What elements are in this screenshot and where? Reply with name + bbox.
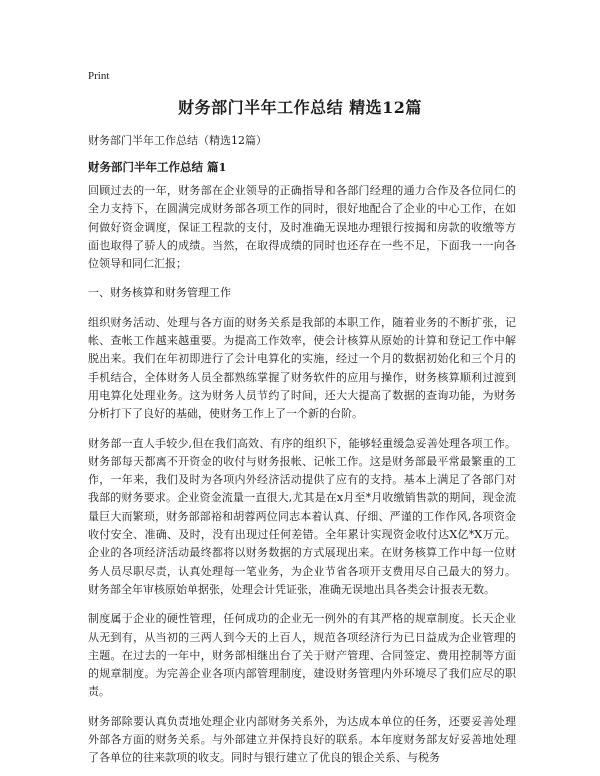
subsection-heading: 一、财务核算和财务管理工作	[88, 286, 231, 300]
print-link[interactable]: Print	[88, 70, 110, 82]
paragraph-cash-flow: 财务部一直人手较少,但在我们高效、有序的组织下，能够轻重缓急妥善处理各项工作。财务部每天都离不开资金的收付与财务报帐、记帐工作。这是财务部最平常最繁重的工作，一年来，我们及时为各项内外经济活动提供了应有的支持。基本上满足了各部门对我部的财务要求。企业资金流量一直很大,尤其是在x月至*月收缴销售款的期间，现金流量巨大而繁琐，财务部部裕和胡蓉两位同志本着认真、仔细、严谨的工作作风,各项资金收付安全、准确、及时，没有出现过任何差错。全年累计实现资金收付达X亿*X万元。企业的各项经济活动最终都将以财务数据的方式展现出来。在财务核算工作中每一位财务人员尽职尽责，认真处理每一笔业务，为企业节省各项开支费用尽自己最大的努力。财务部全年审核原始单据张，处理会计凭证张，准确无误地出具各类会计报表无数。	[88, 436, 516, 596]
paragraph-intro: 回顾过去的一年，财务部在企业领导的正确指导和各部门经理的通力合作及各位同仁的全力支持下，在圆满完成财务部各项工作的同时，很好地配合了企业的中心工作，在如何做好资金调度，保证工程款的支付，及时准确无误地办理银行按揭和房款的收缴等方面也取得了骄人的成绩。当然，在取得成绩的同时也还存在一些不足，下面我一一向各位领导和同仁汇报；	[88, 184, 516, 271]
section-heading: 财务部门半年工作总结 篇1	[88, 160, 227, 174]
document-body	[88, 182, 516, 776]
paragraph-external-relations: 财务部除要认真负责地处理企业内部财务关系外，为达成本单位的任务，还要妥善处理外部各方面的财务关系。与外部建立并保持良好的联系。本年度财务部友好妥善地处理了各单位的往来款项的收支。同时与银行建立了优良的银企关系、与税务	[88, 714, 516, 765]
page-title: 财务部门半年工作总结 精选12篇	[178, 98, 422, 117]
paragraph-regulations: 制度属于企业的硬性管理，任何成功的企业无一例外的有其严格的规章制度。长天企业从无到有，从当初的三两人到今天的上百人，规范各项经济行为已日益成为企业管理的主题。在过去的一年中，财务部相继出台了关于财产管理、合同签定、费用控制等方面的规章制度。为完善企业各项内部管理制度，建设财务管理内外环境尽了我们应尽的职责。	[88, 612, 516, 699]
document-subtitle: 财务部门半年工作总结（精选12篇）	[88, 134, 267, 147]
paragraph-accounting: 组织财务活动、处理与各方面的财务关系是我部的本职工作，随着业务的不断扩张，记帐、查帐工作越来越重要。为提高工作效率，使会计核算从原始的计算和登记工作中解脱出来。我们在年初即进行了会计电算化的实施，经过一个月的数据初始化和三个月的手机结合，全体财务人员全都熟练掌握了财务软件的应用与操作，财务核算顺利过渡到用电算化处理业务。这为财务人员节约了时间，还大大提高了数据的查询功能，为财务分析打下了良好的基础，使财务工作上了一个新的台阶。	[88, 315, 516, 421]
